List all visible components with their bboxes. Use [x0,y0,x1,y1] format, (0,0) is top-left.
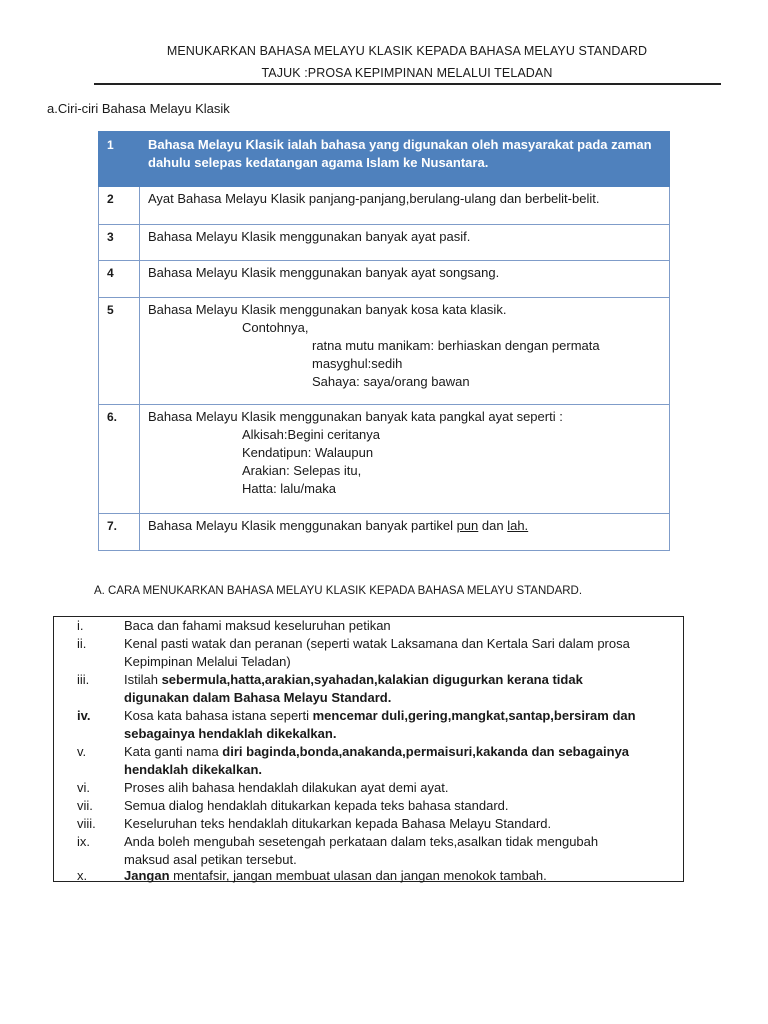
item-text-part: mentafsir, jangan membuat ulasan dan jangan menokok tambah. [169,868,547,883]
row-text: Bahasa Melayu Klasik ialah bahasa yang digunakan oleh masyarakat pada zaman dahulu selepas kedatangan agama Islam ke Nusantara. [140,132,670,187]
item-bold-text: hendaklah dikekalkan. [124,762,263,777]
table-row [99,261,670,298]
example-item: Alkisah:Begini ceritanya [242,427,381,442]
table-row [99,132,670,187]
item-line [124,689,674,707]
item-line [124,671,674,689]
row-main-text: Bahasa Melayu Klasik menggunakan banyak kata pangkal ayat seperti : [148,409,563,424]
section-b-heading: A. CARA MENUKARKAN BAHASA MELAYU KLASIK KEPADA BAHASA MELAYU STANDARD. [94,585,583,597]
item-numeral: vi. [77,780,90,795]
item-text [124,743,674,779]
item-numeral: x. [77,868,88,883]
item-text [124,671,674,707]
item-text-part: Kosa kata bahasa istana seperti [124,708,313,723]
item-text: Keseluruhan teks hendaklah ditukarkan kepada Bahasa Melayu Standard. [124,816,552,831]
row-text [140,298,670,405]
example-item: Kendatipun: Walaupun [242,445,374,460]
item-line: Kepimpinan Melalui Teladan) [124,654,291,669]
item-bold-text: sebermula,hatta,arakian,syahadan,kalakian digugurkan kerana tidak [161,672,583,687]
document-subtitle: TAJUK :PROSA KEPIMPINAN MELALUI TELADAN [261,66,553,80]
item-line: Kenal pasti watak dan peranan (seperti watak Laksamana dan Kertala Sari dalam prosa [124,636,630,651]
section-a-heading: a.Ciri-ciri Bahasa Melayu Klasik [47,101,230,116]
item-text: Baca dan fahami maksud keseluruhan petikan [124,618,391,633]
item-numeral: iv. [77,708,91,723]
steps-list [53,616,684,882]
table-row [99,298,670,405]
item-numeral: viii. [77,816,96,831]
item-text [124,707,674,743]
item-numeral: v. [77,744,87,759]
item-text [124,833,674,869]
row-number: 7. [99,514,140,551]
row-main-text: Bahasa Melayu Klasik menggunakan banyak kosa kata klasik. [148,302,507,317]
document-title: MENUKARKAN BAHASA MELAYU KLASIK KEPADA BAHASA MELAYU STANDARD [166,44,648,58]
row-text: Bahasa Melayu Klasik menggunakan banyak ayat pasif. [140,225,670,261]
item-text-part: Istilah [124,672,162,687]
row-number: 3 [99,225,140,261]
item-text-part: Kata ganti nama [124,744,223,759]
table-row [99,405,670,514]
table-row [99,187,670,225]
table-row [99,514,670,551]
item-line [124,707,674,725]
item-numeral: vii. [77,798,93,813]
item-line [124,743,674,761]
title-divider [94,83,721,85]
row-text [140,405,670,514]
particle-pun: pun [456,518,479,533]
item-text: Semua dialog hendaklah ditukarkan kepada teks bahasa standard. [124,798,509,813]
item-bold-text: Jangan [124,868,170,883]
row-text: Ayat Bahasa Melayu Klasik panjang-panjang,berulang-ulang dan berbelit-belit. [140,187,670,225]
row-text-part: dan [478,518,508,533]
item-bold-text: diri baginda,bonda,anakanda,permaisuri,kakanda dan sebagainya [222,744,630,759]
item-line [124,725,674,743]
row-number: 5 [99,298,140,405]
example-item: Sahaya: saya/orang bawan [312,374,470,389]
example-item: masyghul:sedih [312,356,403,371]
row-text: Bahasa Melayu Klasik menggunakan banyak ayat songsang. [140,261,670,298]
item-numeral: ix. [77,834,90,849]
example-item: Arakian: Selepas itu, [242,463,362,478]
row-number: 4 [99,261,140,298]
item-text [124,635,674,671]
item-numeral: iii. [77,672,90,687]
example-item: Hatta: lalu/maka [242,481,336,496]
example-label: Contohnya, [242,320,309,335]
item-numeral: i. [77,618,84,633]
item-text: Proses alih bahasa hendaklah dilakukan ayat demi ayat. [124,780,449,795]
row-number: 6. [99,405,140,514]
particle-lah: lah. [507,518,529,533]
item-line [124,761,674,779]
example-item: ratna mutu manikam: berhiaskan dengan permata [312,338,600,353]
item-numeral: ii. [77,636,87,651]
item-text [124,867,674,885]
item-line: Anda boleh mengubah sesetengah perkataan dalam teks,asalkan tidak mengubah [124,834,599,849]
row-text-part: Bahasa Melayu Klasik menggunakan banyak partikel [148,518,457,533]
item-bold-text: sebagainya hendaklah dikekalkan. [124,726,337,741]
row-text [140,514,670,551]
row-number: 1 [99,132,140,187]
ciri-ciri-table [98,131,670,551]
table-row [99,225,670,261]
row-number: 2 [99,187,140,225]
item-bold-text: mencemar duli,gering,mangkat,santap,bersiram dan [312,708,636,723]
item-bold-text: digunakan dalam Bahasa Melayu Standard. [124,690,392,705]
item-line: maksud asal petikan tersebut. [124,852,297,867]
